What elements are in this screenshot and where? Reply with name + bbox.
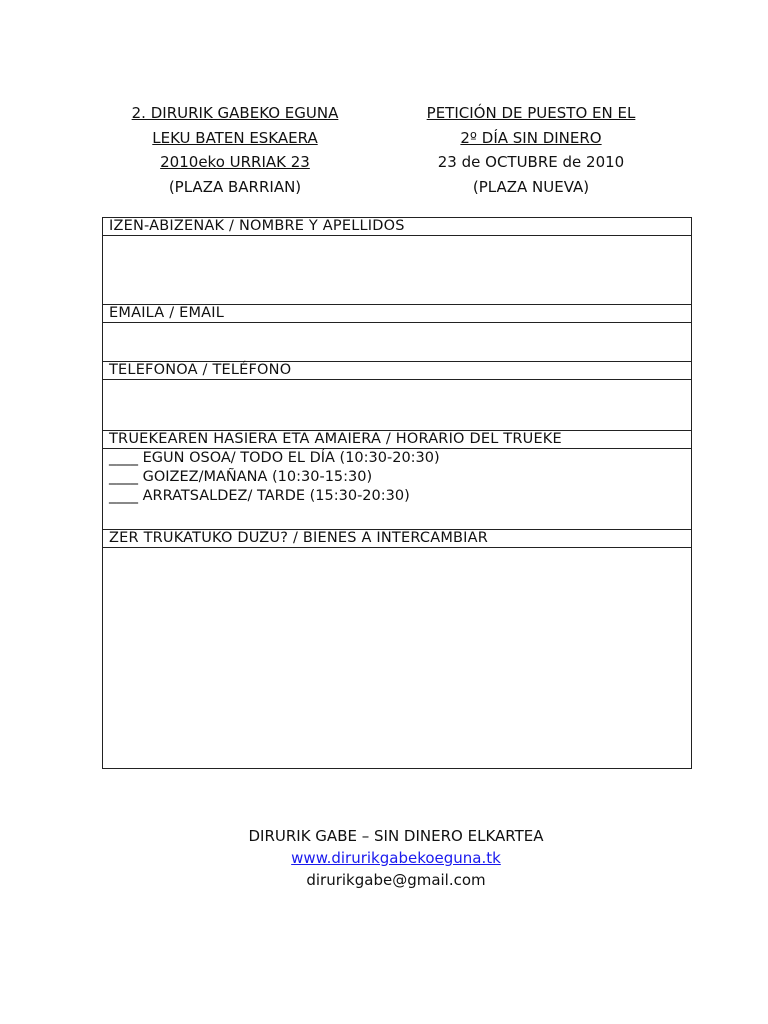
header-basque	[100, 101, 370, 199]
schedule-label: TRUEKEAREN HASIERA ETA AMAIERA / HORARIO DEL TRUEKE	[103, 431, 692, 449]
goods-field[interactable]	[103, 548, 692, 769]
header-basque-title-1: 2. DIRURIK GABEKO EGUNA	[131, 104, 339, 122]
phone-field[interactable]	[103, 380, 692, 431]
header-spanish	[396, 101, 666, 199]
schedule-options	[103, 449, 692, 530]
header-spanish-place: (PLAZA NUEVA)	[472, 177, 590, 196]
header-spanish-date: 23 de OCTUBRE de 2010	[437, 153, 625, 171]
email-label: EMAILA / EMAIL	[103, 305, 692, 323]
name-label: IZEN-ABIZENAK / NOMBRE Y APELLIDOS	[103, 218, 692, 236]
footer-email: dirurikgabe@gmail.com	[306, 871, 486, 889]
header-basque-title-2: LEKU BATEN ESKAERA	[152, 128, 318, 147]
document-footer	[100, 825, 692, 891]
footer-organization: DIRURIK GABE – SIN DINERO ELKARTEA	[248, 827, 544, 845]
header-basque-date: 2010eko URRIAK 23	[160, 153, 310, 171]
schedule-option-afternoon[interactable]: ____ ARRATSALDEZ/ TARDE (15:30-20:30)	[109, 488, 410, 504]
email-field[interactable]	[103, 323, 692, 362]
header-spanish-title-1: PETICIÓN DE PUESTO EN EL	[426, 104, 636, 122]
schedule-option-morning[interactable]: ____ GOIZEZ/MAÑANA (10:30-15:30)	[109, 469, 373, 485]
footer-website-link[interactable]: www.dirurikgabekoeguna.tk	[291, 849, 501, 867]
phone-label: TELEFONOA / TELÉFONO	[103, 362, 692, 380]
goods-label: ZER TRUKATUKO DUZU? / BIENES A INTERCAMBIAR	[103, 530, 692, 548]
schedule-option-full-day[interactable]: ____ EGUN OSOA/ TODO EL DÍA (10:30-20:30)	[109, 450, 440, 466]
header-spanish-title-2: 2º DÍA SIN DINERO	[460, 128, 602, 147]
header-basque-place: (PLAZA BARRIAN)	[168, 177, 302, 196]
name-field[interactable]	[103, 236, 692, 305]
request-form-table	[102, 217, 692, 769]
document-header	[100, 101, 692, 201]
